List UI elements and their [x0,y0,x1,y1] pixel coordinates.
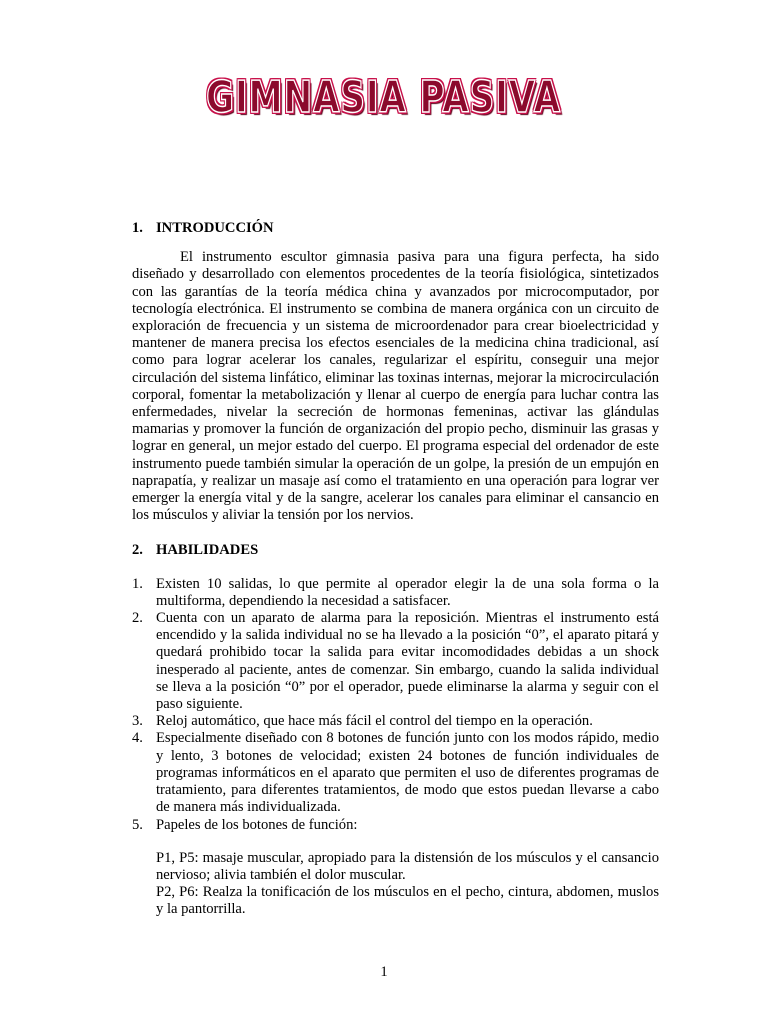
list-item [132,817,659,834]
section-number: 1. [132,220,143,236]
page-number: 1 [380,964,388,980]
list-item-number: 1. [132,575,143,592]
section-title: HABILIDADES [156,542,259,559]
list-item-text: Reloj automático, que hace más fácil el control del tiempo en la operación. [156,713,593,730]
list-item [132,576,659,610]
list-item-number: 5. [132,816,143,833]
function-item-p2-p6: P2, P6: Realza la tonificación de los músculos en el pecho, cintura, abdomen, muslos y la pantorrilla. [156,884,659,918]
list-item-text: Existen 10 salidas, lo que permite al operador elegir la de una sola forma o la multiforma, dependiendo la necesidad a satisfacer. [156,575,659,609]
section-heading-introduccion [132,220,659,237]
document-body [132,220,659,919]
document-title: GIMNASIA PASIVA [206,72,562,123]
list-item-number: 2. [132,610,143,627]
list-item [132,730,659,816]
list-item-text: Cuenta con un aparato de alarma para la reposición. Mientras el instrumento está encendido y la salida individual no se ha llevado a la posición “0”, el aparato pitará y quedará prohibido tocar la salida para evitar incomodidades debidas a un shock inesperado al paciente, antes de comenzar. Sin embargo, cuando la salida individual se lleva a la posición “0” por el operador, puede eliminarse la alarma y seguir con el paso siguiente. [156,610,659,713]
intro-paragraph: El instrumento escultor gimnasia pasiva para una figura perfecta, ha sido diseñado y desarrollado con elementos procedentes de la teoría fisiológica, sintetizados con las garantías de la teoría médica china y avanzados por microcomputador, por tecnología electrónica. El instrumento se combina de manera orgánica con un circuito de exploración de frecuencia y un sistema de microordenador para crear bioelectricidad y mantener de manera precisa los efectos esenciales de la medicina china tradicional, así como para lograr acelerar los canales, regularizar el espíritu, conseguir una mejor circulación del sistema linfático, eliminar las toxinas internas, mejorar la microcirculación corporal, fomentar la metabolización y llenar al cuerpo de energía para luchar contra las enfermedades, nivelar la secreción de hormonas femeninas, activar las glándulas mamarias y promover la función de organización del propio pecho, disminuir las grasas y lograr en general, un mejor estado del cuerpo. El programa especial del ordenador de este instrumento puede también simular la operación de un golpe, la presión de un empujón en naprapatía, y realizar un masaje así como el tratamiento en una operación para lograr ver emerger la energía vital y de la sangre, acelerar los canales para eliminar el cansancio en los músculos y aliviar la tensión por los nervios. [132,249,659,524]
list-item-number: 3. [132,713,143,730]
section-heading-habilidades [132,542,659,559]
list-item [132,713,659,730]
list-item-text: Especialmente diseñado con 8 botones de función junto con los modos rápido, medio y lento, 3 botones de velocidad; existen 24 botones de función individuales de programas informáticos en el aparato que permiten el uso de diferentes programas de tratamiento, para diferentes tratamientos, de modo que estos puedan llevarse a cabo de manera más individualizada. [156,730,659,816]
function-item-p1-p5: P1, P5: masaje muscular, apropiado para la distensión de los músculos y el cansancio nervioso; alivia también el dolor muscular. [156,849,659,883]
list-item-number: 4. [132,730,143,747]
section-number: 2. [132,542,143,559]
list-item [132,610,659,713]
title-banner [0,72,768,123]
function-buttons-description [156,850,659,919]
list-item-text: Papeles de los botones de función: [156,816,358,833]
abilities-list [132,576,659,834]
section-title: INTRODUCCIÓN [156,220,274,236]
